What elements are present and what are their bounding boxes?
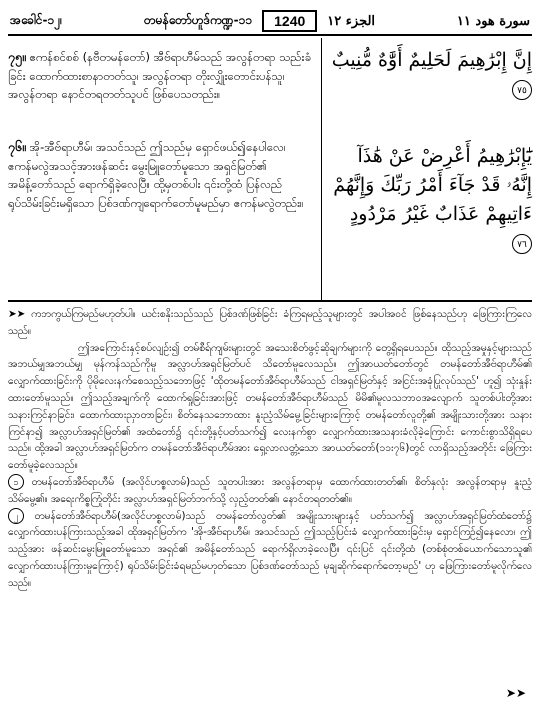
commentary-point-2	[8, 508, 532, 592]
page	[8, 8, 532, 704]
ayah-76-marker: ٧٦	[512, 234, 532, 254]
verse-76-text: အို-အီဗ်ရာဟီမ်၊ အသင်သည် ဤသည်မှ ရှောင်ဖယ်၍နေပါလေ၊ ဧကန်မလွဲအသင့်အားဖန်ဆင်း မွေးမြူတော်မူသော အရှင်မြတ်၏ အမိန့်တော်သည် ရောက်ရှိခဲ့လေပြီ။ ထို့မှတစ်ပါး ၎င်းတို့ထံ ပြန်လည်ရုပ်သိမ်းခြင်းမရှိသော ပြစ်ဒဏ်ကျရောက်တော်မူမည်မှာ ဧကန်မလွဲတည်း။	[8, 140, 304, 210]
header-juz: الجزء ١٢	[327, 13, 376, 29]
commentary-paragraph-2	[8, 340, 532, 474]
commentary-paragraph-1	[8, 306, 532, 340]
header-surah: سورة هود ١١	[456, 13, 530, 29]
verse-75-text: ဧကန်စင်စစ် (နဗီတမန်တော်) အီဗ်ရာဟီမ်သည် အလွန်တရာ သည်းခံခြင်း ထောက်ထားစာနာတတ်သူ၊ အလွန်တရာ တိုးလျှိုးတောင်းပန်သူ၊ အလွန်တရာ နောင်တရတတ်သူပင် ဖြစ်ပေသတည်း။	[8, 50, 311, 101]
ayah-75-arabic	[328, 46, 532, 104]
commentary-text: တမန်တော်အီဗ်ရာဟီမ်(အလိုင်ဟစ္စလာမ်)သည် တမန်တော်လွတ်၏ အမျိုးသားများနှင့် ပတ်သက်၍ အလ္လာဟ်အရှင်မြတ်ထံတော်၌ လျှောက်ထားပန်ကြားသည့်အခါ ထိုအရှင်မြတ်က 'အို-အီဗ်ရာဟီမ်၊ အသင်သည် ဤသည့်ပြင်းခံ လျှောက်ထားခြင်းမှ ရှောင်ကြဉ်၍နေလော၊ ဤသည့်အား ဖန်ဆင်းမွေးမြူတော်မူသော အရှင်၏ အမိန့်တော်သည် ရောက်ရှိလာခဲ့လေပြီ။ ၎င်းပြင် ၎င်းတို့ထံ (တစ်စုံတစ်ယောက်သောသူ၏ လျှောက်ထားပန်ကြားမှုကြောင့်) ရုပ်သိမ်းခြင်းခံရမည်မဟုတ်သော ပြစ်ဒဏ်တော်သည် မုချဆိုက်ရောက်တော့မည်' ဟု ဖြေကြားတော်မူလိုက်လေသည်။	[8, 509, 532, 589]
ayah-75-marker: ٧٥	[512, 80, 532, 100]
continuation-arrows-icon: ➤➤	[8, 308, 26, 320]
page-number: 1240	[262, 10, 317, 32]
verse-76-number: ၇၆။	[8, 140, 26, 154]
commentary-section	[8, 306, 532, 704]
commentary-text: တမန်တော်အီဗ်ရာဟီမ် (အလိုင်ဟစ္စလာမ်)သည် သူတပါးအား အလွန်တရာမှ ထောက်ထားတတ်၏၊ စိတ်နှလုံး အလွန်တရာမှ နူးညံ့သိမ်မွေ့၏။ အရေးကိစ္စကြုံတိုင်း အလ္လာဟ်အရှင်မြတ်ဘက်သို့ လှည့်တတ်၏၊ နောင်တရတတ်၏။	[8, 475, 532, 505]
header-chapter: အခေါင်-၁၂၊	[10, 13, 63, 27]
translation-column	[8, 38, 312, 298]
ayah-76-text: يَٰٓإِبْرَٰهِيمُ أَعْرِضْ عَنْ هَٰذَآ إِنَّهُۥ قَدْ جَآءَ أَمْرُ رَبِّكَ وَإِنَّهُمْ ءَاتِيهِمْ عَذَابٌ غَيْرُ مَرْدُودٍ	[333, 145, 532, 225]
header-center	[144, 10, 375, 32]
verse-76-translation	[8, 138, 312, 212]
arabic-column	[328, 38, 532, 298]
commentary-text: ကဘကွယ်ကြမည်မဟုတ်ပါ။ ယင်းစနိုးသည်သည် ပြစ်ဒဏ်ဖြစ်ခြင်း ခံကြရမည့်သူများတွင် အပါအဝင် ဖြစ်နေသည်ဟု ဖြေကြားကြလေသည်။	[8, 308, 532, 337]
next-page-arrows-icon: ➤➤	[505, 686, 526, 701]
ayah-76-arabic	[328, 142, 532, 258]
page-header	[8, 8, 532, 36]
ayah-75-text: إِنَّ إِبْرَٰهِيمَ لَحَلِيمٌ أَوَّٰهٌ مُّنِيبٌ	[331, 49, 532, 71]
verse-75-number: ၇၅။	[8, 50, 26, 64]
commentary-point-1	[8, 474, 532, 508]
header-section: တမန်တော်ဟူဒ်ကဏ္ဍ-၁၁	[143, 13, 253, 27]
column-divider	[321, 38, 322, 300]
point-number-badge: ၂	[8, 508, 24, 524]
point-number-badge: ၁	[8, 474, 24, 490]
verse-75-translation	[8, 48, 312, 104]
commentary-text: ဤအကြောင်းနှင့်စပ်လျဉ်း၍ တမ်စီရ်ကျမ်းများတွင် အသေးစိတ်ဖွင့်ဆိုချက်များကို တွေ့ရှိရပေသည်။ ထိုသည့်အမှုနှင့်များသည် အဘယ်မျှအဘယ်မျှ မုန်ကန်သည်ကိုမူ အလ္လာဟ်အရှင်မြတ်ပင် သိတော်မူလေသည်။ ဤအာယတ်တော်တွင် တမန်တော်အီဗ်ရာဟီမ်၏ လျှောက်ထားခြင်းကို ပိုမိုလေးနက်စေသည့်သဘောဖြင့် 'ထိုတမန်တော်အီဗ်ရာဟီမ်သည် ငါအရှင်မြတ်နှင့် အငြင်းအခုံပြုလုပ်သည်' ဟူ၍ သုံးနှုန်းထားတော်မူသည်။ ဤသည့်အချက်ကို ထောက်ရှုခြင်းအားဖြင့် တမန်တော်အီဗ်ရာဟီမ်သည် မိမိ၏မူလသဘာဝအလျောက် သူတစ်ပါးတို့အား သနားကြင်နာခြင်း၊ ထောက်ထားညှာတာခြင်း၊ စိတ်နေသဘောထား နူးညံ့သိမ်မွေ့ခြင်းများကြောင့် တမန်တော်လူတို့၏ အမျိုးသားတို့အား သနားကြင်နာ၍ အလ္လာဟ်အရှင်မြတ်၏ အထံတော်၌ ၎င်းတို့နှင့်ပတ်သက်၍ လေးနက်စွာ လျှောက်ထားအသနားခံလိုခဲ့ကြောင်း ကောင်းစွာသိရှိရပေသည်။ ထို့အခါ အလ္လာဟ်အရှင်မြတ်က တမန်တော်အီဗ်ရာဟီမ်အား ရှေ့လာလတ္တံ့သော အာယတ်တော်(၁၁း၇၆)တွင် လာရှိသည့်အတိုင်း ဖြေကြားတော်မူခဲ့လေသည်။	[8, 341, 532, 472]
